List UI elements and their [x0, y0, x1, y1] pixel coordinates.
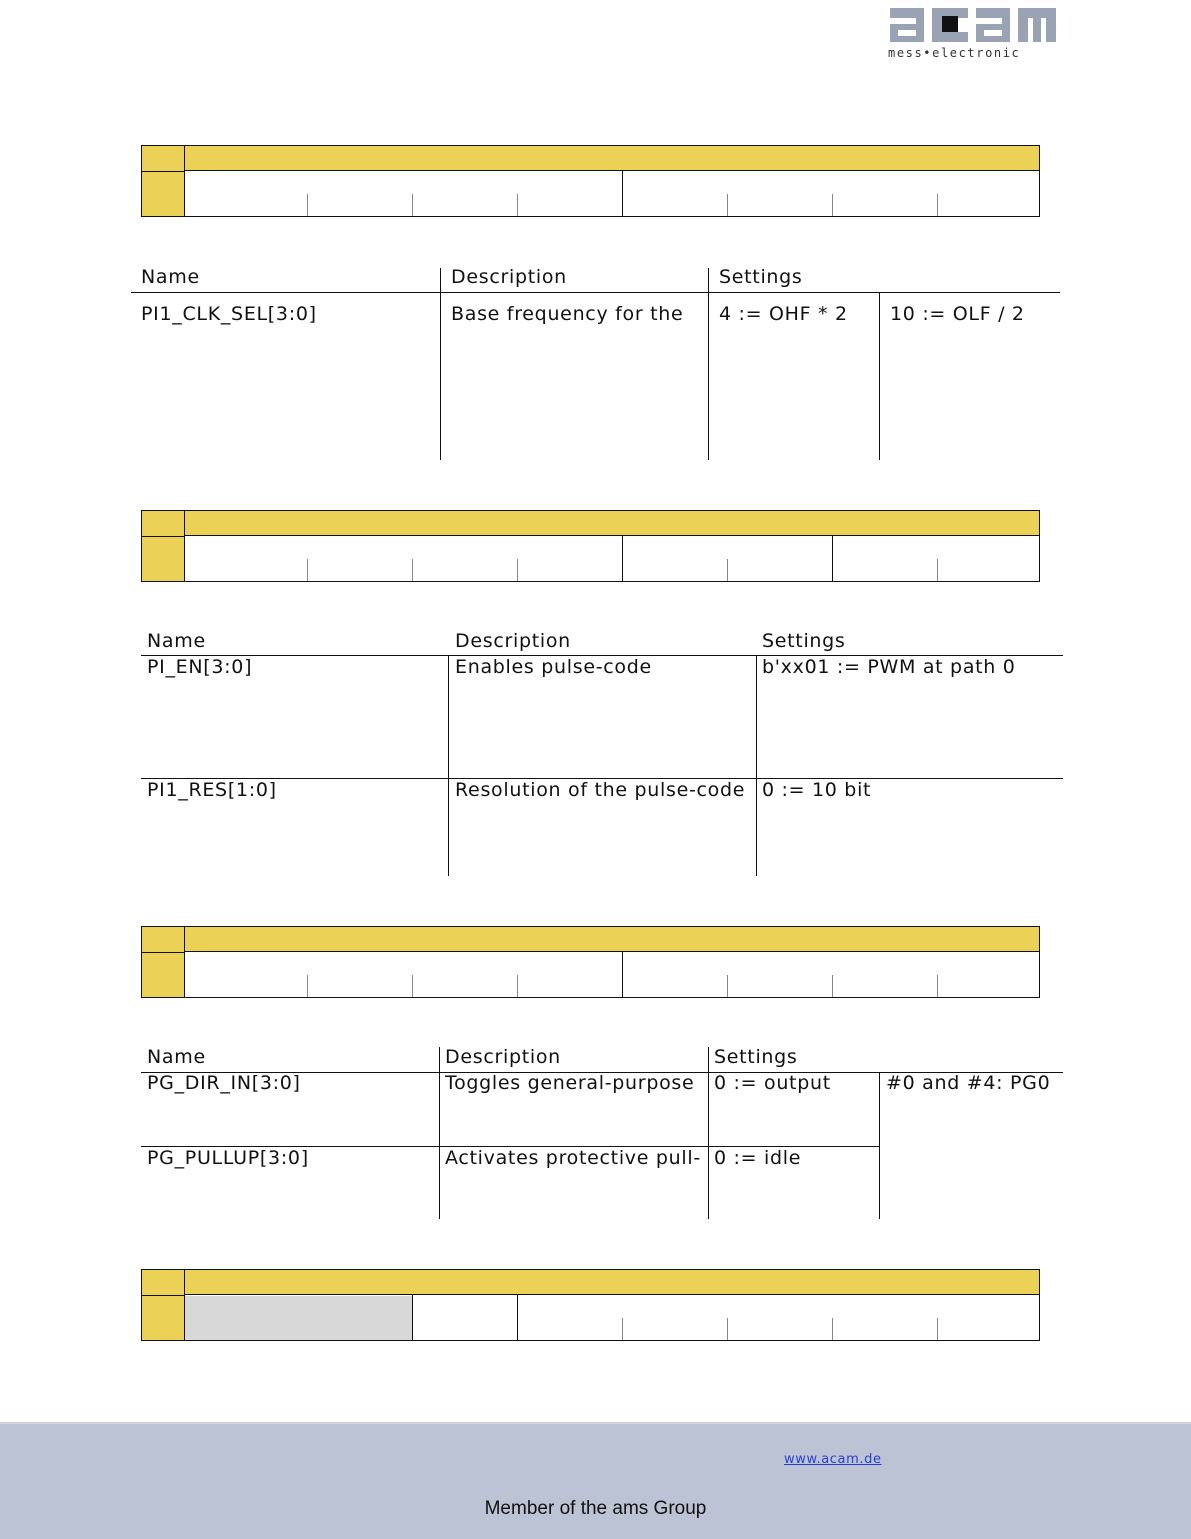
- register-side-cell: [142, 927, 185, 997]
- table-cell-description: Base frequency for the: [451, 303, 684, 325]
- table-cell-name: PI1_CLK_SEL[3:0]: [141, 303, 317, 325]
- table-cell-description: Toggles general-purpose: [445, 1072, 695, 1094]
- column-header-description: Description: [455, 630, 571, 652]
- reserved-bits-cell: [185, 1296, 412, 1340]
- logo-tagline: mess•electronic: [888, 46, 1021, 60]
- table-cell-settings-extra: 10 := OLF / 2: [890, 303, 1025, 325]
- register-side-cell: [142, 1270, 185, 1340]
- column-header-name: Name: [147, 630, 206, 652]
- table-cell-settings: 0 := output: [714, 1072, 831, 1094]
- column-header-description: Description: [445, 1046, 561, 1068]
- table-cell-settings: 0 := idle: [714, 1147, 802, 1169]
- table-cell-name: PI1_RES[1:0]: [147, 779, 277, 801]
- register-header-bar: [185, 511, 1039, 536]
- table-cell-settings: b'xx01 := PWM at path 0: [762, 656, 1016, 678]
- table-cell-description: Activates protective pull-: [445, 1147, 701, 1169]
- column-header-settings: Settings: [714, 1046, 798, 1068]
- register-side-cell: [142, 511, 185, 581]
- page-footer: [0, 1422, 1191, 1539]
- column-header-name: Name: [141, 266, 200, 288]
- column-header-name: Name: [147, 1046, 206, 1068]
- table-cell-name: PI_EN[3:0]: [147, 656, 253, 678]
- table-cell-note: #0 and #4: PG0: [886, 1072, 1051, 1094]
- table-cell-description: Resolution of the pulse-code: [455, 779, 746, 801]
- table-cell-description: Enables pulse-code: [455, 656, 652, 678]
- register-table-2: [141, 510, 1040, 582]
- table-cell-settings: 4 := OHF * 2: [719, 303, 848, 325]
- column-header-settings: Settings: [719, 266, 803, 288]
- register-side-cell: [142, 146, 185, 216]
- table-cell-name: PG_PULLUP[3:0]: [147, 1147, 309, 1169]
- website-link[interactable]: www.acam.de: [784, 1452, 882, 1467]
- register-header-bar: [185, 927, 1039, 952]
- register-header-bar: [185, 1270, 1039, 1295]
- table-cell-settings: 0 := 10 bit: [762, 779, 872, 801]
- table-cell-name: PG_DIR_IN[3:0]: [147, 1072, 301, 1094]
- register-table-3: [141, 926, 1040, 998]
- register-table-1: [141, 145, 1040, 217]
- member-text: Member of the ams Group: [484, 1498, 707, 1519]
- column-header-settings: Settings: [762, 630, 846, 652]
- column-header-description: Description: [451, 266, 567, 288]
- register-table-4: [141, 1269, 1040, 1341]
- register-header-bar: [185, 146, 1039, 171]
